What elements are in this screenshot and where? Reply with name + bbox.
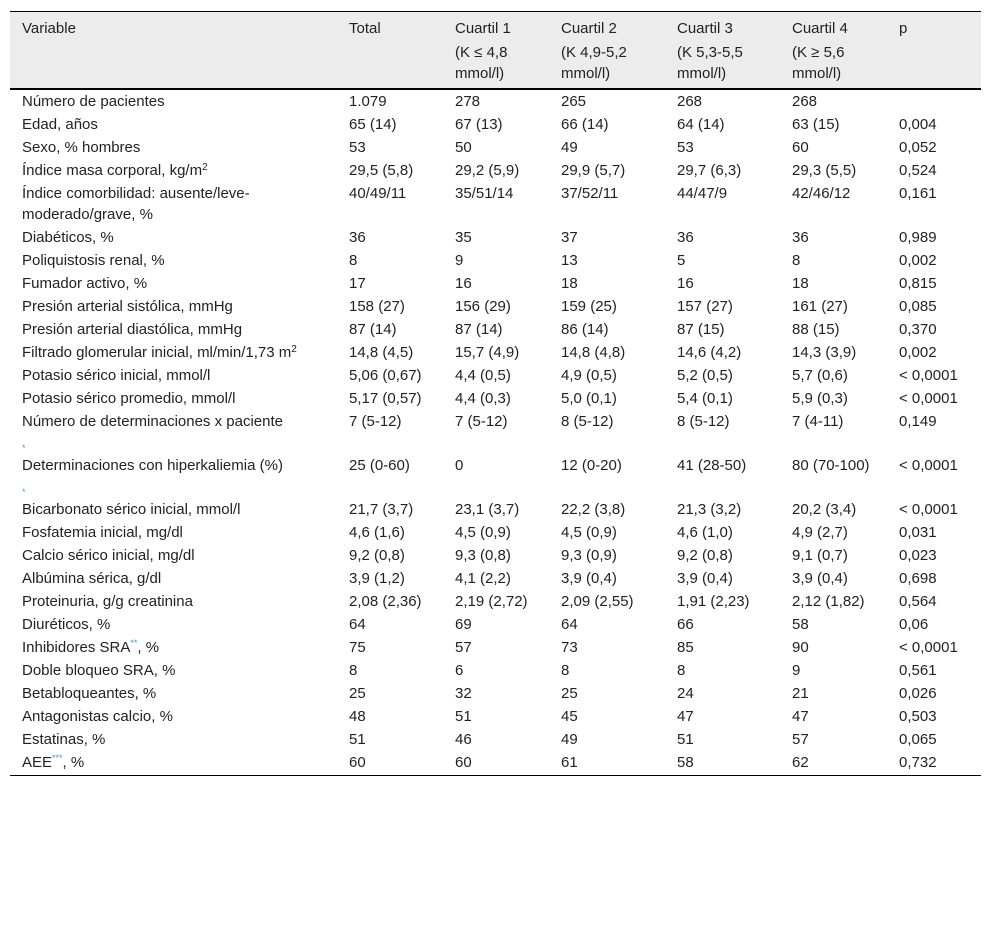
table-row <box>10 729 981 752</box>
cell-q4: 47 <box>792 708 809 725</box>
cell-p-value: 0,564 <box>899 593 937 610</box>
cell-q1: 60 <box>455 754 472 771</box>
cell-q3: 4,6 (1,0) <box>677 524 733 541</box>
cell-q1: 2,19 (2,72) <box>455 593 528 610</box>
cell-q4: 88 (15) <box>792 321 840 338</box>
variable-label: Inhibidores SRA <box>22 639 131 656</box>
cell-q4: 9 <box>792 662 801 679</box>
cell-p-value: 0,026 <box>899 685 937 702</box>
cell-total: 29,5 (5,8) <box>349 162 414 179</box>
cell-q1: 278 <box>455 93 481 110</box>
cell-q2: 37 <box>561 229 578 246</box>
header-cell-total: Total <box>349 20 381 37</box>
cell-p-value: 0,503 <box>899 708 937 725</box>
cell-q1: 67 (13) <box>455 116 503 133</box>
cell-variable <box>10 114 337 137</box>
cell-p-value: 0,524 <box>899 162 937 179</box>
cell-total: 36 <box>349 229 366 246</box>
cell-variable <box>10 522 337 545</box>
cell-p-value <box>887 89 981 114</box>
cell-p-value: < 0,0001 <box>899 367 958 384</box>
cell-variable <box>10 706 337 729</box>
cell-variable <box>10 388 337 411</box>
header-cell-variable: Variable <box>22 20 76 37</box>
cell-total: 17 <box>349 275 366 292</box>
unit-superscript: 2 <box>202 162 208 173</box>
cell-p-value: 0,989 <box>899 229 937 246</box>
cell-q1: 156 (29) <box>455 298 511 315</box>
cell-q2: 45 <box>561 708 578 725</box>
cell-p-value: 0,004 <box>899 116 937 133</box>
table-row <box>10 388 981 411</box>
table-row <box>10 319 981 342</box>
cell-variable <box>10 319 337 342</box>
cell-q1: 51 <box>455 708 472 725</box>
cell-total: 158 (27) <box>349 298 405 315</box>
variable-label: Edad, años <box>22 116 98 133</box>
variable-label: Filtrado glomerular inicial, ml/min/1,73 m <box>22 344 292 361</box>
header-cell-q3: Cuartil 3 <box>677 20 733 37</box>
table-row <box>10 89 981 114</box>
cell-q4: 4,9 (2,7) <box>792 524 848 541</box>
table-row <box>10 637 981 660</box>
cell-variable <box>10 273 337 296</box>
cell-total: 87 (14) <box>349 321 397 338</box>
cell-p-value: 0,149 <box>899 413 937 430</box>
cell-q2: 8 (5-12) <box>561 413 614 430</box>
table-row <box>10 455 981 499</box>
cell-q4: 268 <box>792 93 818 110</box>
cell-total: 25 <box>349 685 366 702</box>
variable-label: Antagonistas calcio, % <box>22 708 173 725</box>
cell-p-value: 0,002 <box>899 252 937 269</box>
cell-q1: 4,1 (2,2) <box>455 570 511 587</box>
variable-label: Potasio sérico promedio, mmol/l <box>22 390 236 407</box>
cell-q1: 29,2 (5,9) <box>455 162 520 179</box>
cell-total: 64 <box>349 616 366 633</box>
cell-q2: 49 <box>561 731 578 748</box>
cell-total: 14,8 (4,5) <box>349 344 414 361</box>
cell-q2: 12 (0-20) <box>561 457 622 474</box>
cell-q2: 86 (14) <box>561 321 609 338</box>
cell-variable <box>10 591 337 614</box>
cell-q4: 57 <box>792 731 809 748</box>
cell-total: 5,06 (0,67) <box>349 367 422 384</box>
cell-variable: Determinaciones con hiperkaliemia (%) * <box>22 457 283 497</box>
cell-variable <box>10 614 337 637</box>
cell-q3: 14,6 (4,2) <box>677 344 742 361</box>
cell-total: 9,2 (0,8) <box>349 547 405 564</box>
cell-total: 60 <box>349 754 366 771</box>
cell-variable <box>10 296 337 319</box>
cell-total: 5,17 (0,57) <box>349 390 422 407</box>
cell-variable <box>10 568 337 591</box>
cell-q4: 18 <box>792 275 809 292</box>
cell-p-value: 0,698 <box>899 570 937 587</box>
cell-q3: 58 <box>677 754 694 771</box>
cell-q2: 66 (14) <box>561 116 609 133</box>
cell-q1: 6 <box>455 662 464 679</box>
cell-q1: 32 <box>455 685 472 702</box>
variable-label: Estatinas, % <box>22 731 106 748</box>
subheader-row <box>10 39 981 89</box>
footnote-reference-link[interactable]: *** <box>52 753 63 763</box>
variable-label: AEE <box>22 754 53 771</box>
cell-variable <box>10 227 337 250</box>
cell-q1: 4,4 (0,3) <box>455 390 511 407</box>
cell-q4: 62 <box>792 754 809 771</box>
cell-p-value: 0,023 <box>899 547 937 564</box>
cell-variable <box>10 160 337 183</box>
cell-q3: 16 <box>677 275 694 292</box>
cell-q4: 20,2 (3,4) <box>792 501 857 518</box>
table-row <box>10 365 981 388</box>
cell-q1: 46 <box>455 731 472 748</box>
variable-label: Sexo, % hombres <box>22 139 141 156</box>
cell-q2: 159 (25) <box>561 298 617 315</box>
variable-label: Potasio sérico inicial, mmol/l <box>22 367 211 384</box>
table-row <box>10 411 981 455</box>
cell-q3: 21,3 (3,2) <box>677 501 742 518</box>
cell-q2: 61 <box>561 754 578 771</box>
cell-q4: 80 (70-100) <box>792 457 870 474</box>
cell-variable <box>10 183 337 227</box>
cell-q3: 41 (28-50) <box>677 457 747 474</box>
cell-q3: 5,4 (0,1) <box>677 390 733 407</box>
subheader-cell-q4-range: (K ≥ 5,6 mmol/l) <box>792 44 845 82</box>
table-row <box>10 499 981 522</box>
cell-q3: 8 <box>677 662 686 679</box>
cell-q1: 7 (5-12) <box>455 413 508 430</box>
table-row <box>10 683 981 706</box>
cell-q3: 64 (14) <box>677 116 725 133</box>
cell-q3: 5,2 (0,5) <box>677 367 733 384</box>
cell-q2: 64 <box>561 616 578 633</box>
cell-total: 8 <box>349 662 358 679</box>
table-row <box>10 522 981 545</box>
cell-total: 21,7 (3,7) <box>349 501 414 518</box>
header-cell-q2: Cuartil 2 <box>561 20 617 37</box>
cell-q4: 7 (4-11) <box>792 413 844 430</box>
cell-q4: 21 <box>792 685 809 702</box>
cell-q1: 4,4 (0,5) <box>455 367 511 384</box>
variable-label: Diabéticos, % <box>22 229 114 246</box>
subheader-cell-q3-range: (K 5,3-5,5 mmol/l) <box>677 44 743 82</box>
cell-q2: 29,9 (5,7) <box>561 162 626 179</box>
cell-q1: 35/51/14 <box>455 185 514 202</box>
cell-q2: 4,5 (0,9) <box>561 524 617 541</box>
cell-q1: 9,3 (0,8) <box>455 547 511 564</box>
cell-q3: 87 (15) <box>677 321 725 338</box>
cell-q3: 268 <box>677 93 703 110</box>
cell-variable <box>10 729 337 752</box>
table-row <box>10 342 981 365</box>
table-row <box>10 545 981 568</box>
cell-p-value: 0,732 <box>899 754 937 771</box>
cell-q3: 8 (5-12) <box>677 413 730 430</box>
variable-label: Fosfatemia inicial, mg/dl <box>22 524 183 541</box>
subheader-cell-q2-range: (K 4,9-5,2 mmol/l) <box>561 44 627 82</box>
variable-label-suffix: , % <box>137 639 160 656</box>
cell-q2: 4,9 (0,5) <box>561 367 617 384</box>
table-row <box>10 706 981 729</box>
cell-q2: 73 <box>561 639 578 656</box>
cell-q2: 22,2 (3,8) <box>561 501 626 518</box>
subheader-cell <box>337 39 443 89</box>
cell-q4: 9,1 (0,7) <box>792 547 848 564</box>
cell-total: 75 <box>349 639 366 656</box>
cell-variable <box>10 752 337 776</box>
table-header <box>10 12 981 90</box>
cell-q4: 42/46/12 <box>792 185 851 202</box>
cell-q3: 44/47/9 <box>677 185 728 202</box>
header-row <box>10 12 981 40</box>
cell-q2: 13 <box>561 252 578 269</box>
cell-q4: 161 (27) <box>792 298 848 315</box>
variable-label: Proteinuria, g/g creatinina <box>22 593 193 610</box>
patient-characteristics-table <box>10 11 981 776</box>
variable-label: Número de pacientes <box>22 93 165 110</box>
cell-q4: 63 (15) <box>792 116 840 133</box>
cell-q1: 50 <box>455 139 472 156</box>
cell-p-value: 0,085 <box>899 298 937 315</box>
cell-p-value: 0,161 <box>899 185 937 202</box>
table-row <box>10 752 981 776</box>
cell-variable <box>10 683 337 706</box>
cell-total: 40/49/11 <box>349 185 407 202</box>
cell-p-value: 0,561 <box>899 662 937 679</box>
header-cell-q4: Cuartil 4 <box>792 20 848 37</box>
variable-label: Índice masa corporal, kg/m <box>22 162 203 179</box>
cell-q2: 2,09 (2,55) <box>561 593 634 610</box>
cell-variable <box>10 499 337 522</box>
table-row <box>10 160 981 183</box>
cell-total: 48 <box>349 708 366 725</box>
subheader-cell <box>10 39 337 89</box>
variable-label: Presión arterial sistólica, mmHg <box>22 298 233 315</box>
variable-label: Betabloqueantes, % <box>22 685 157 702</box>
cell-q3: 3,9 (0,4) <box>677 570 733 587</box>
cell-total: 2,08 (2,36) <box>349 593 422 610</box>
cell-p-value: < 0,0001 <box>899 390 958 407</box>
table-body <box>10 89 981 776</box>
variable-label: Albúmina sérica, g/dl <box>22 570 162 587</box>
cell-q2: 9,3 (0,9) <box>561 547 617 564</box>
cell-q3: 29,7 (6,3) <box>677 162 742 179</box>
table-row <box>10 614 981 637</box>
cell-total: 53 <box>349 139 366 156</box>
cell-p-value: 0,002 <box>899 344 937 361</box>
cell-q4: 29,3 (5,5) <box>792 162 857 179</box>
cell-p-value: < 0,0001 <box>899 457 958 474</box>
cell-q4: 5,7 (0,6) <box>792 367 848 384</box>
cell-q4: 58 <box>792 616 809 633</box>
cell-q2: 37/52/11 <box>561 185 619 202</box>
cell-q1: 69 <box>455 616 472 633</box>
table-row <box>10 137 981 160</box>
variable-label: Fumador activo, % <box>22 275 148 292</box>
cell-p-value: 0,06 <box>899 616 929 633</box>
table-row <box>10 568 981 591</box>
table-row <box>10 227 981 250</box>
cell-q2: 18 <box>561 275 578 292</box>
cell-q3: 9,2 (0,8) <box>677 547 733 564</box>
variable-label: Índice comorbilidad: ausente/leve-moderado/grave, % <box>22 185 250 223</box>
cell-p-value: 0,031 <box>899 524 937 541</box>
cell-q2: 3,9 (0,4) <box>561 570 617 587</box>
cell-q2: 49 <box>561 139 578 156</box>
cell-q3: 47 <box>677 708 694 725</box>
variable-label: Doble bloqueo SRA, % <box>22 662 176 679</box>
cell-q3: 51 <box>677 731 694 748</box>
cell-q1: 15,7 (4,9) <box>455 344 520 361</box>
cell-q1: 57 <box>455 639 472 656</box>
cell-q4: 8 <box>792 252 801 269</box>
cell-q1: 0 <box>455 457 464 474</box>
cell-variable <box>10 342 337 365</box>
cell-p-value: < 0,0001 <box>899 501 958 518</box>
cell-total: 8 <box>349 252 358 269</box>
header-cell-p: p <box>899 20 908 37</box>
cell-total: 51 <box>349 731 366 748</box>
table-row <box>10 591 981 614</box>
cell-variable <box>10 365 337 388</box>
cell-p-value: 0,370 <box>899 321 937 338</box>
cell-q2: 5,0 (0,1) <box>561 390 617 407</box>
variable-label-suffix: , % <box>62 754 85 771</box>
cell-total: 1.079 <box>349 93 387 110</box>
table-row <box>10 660 981 683</box>
cell-q3: 36 <box>677 229 694 246</box>
variable-label: Número de determinaciones x paciente <box>22 413 283 430</box>
cell-q2: 265 <box>561 93 587 110</box>
cell-q1: 16 <box>455 275 472 292</box>
variable-label: Diuréticos, % <box>22 616 111 633</box>
cell-q3: 24 <box>677 685 694 702</box>
subheader-cell <box>887 39 981 89</box>
cell-variable <box>10 137 337 160</box>
cell-q3: 1,91 (2,23) <box>677 593 750 610</box>
cell-q1: 23,1 (3,7) <box>455 501 520 518</box>
subheader-cell-q1-range: (K ≤ 4,8 mmol/l) <box>455 44 508 82</box>
variable-label: Poliquistosis renal, % <box>22 252 165 269</box>
cell-total: 65 (14) <box>349 116 397 133</box>
data-table-container <box>10 11 981 776</box>
unit-superscript: 2 <box>291 344 297 355</box>
cell-total: 25 (0-60) <box>349 457 410 474</box>
variable-label: Bicarbonato sérico inicial, mmol/l <box>22 501 241 518</box>
cell-q4: 60 <box>792 139 809 156</box>
table-row <box>10 296 981 319</box>
cell-q1: 4,5 (0,9) <box>455 524 511 541</box>
header-cell-q1: Cuartil 1 <box>455 20 511 37</box>
cell-q3: 53 <box>677 139 694 156</box>
cell-q1: 87 (14) <box>455 321 503 338</box>
footnote-reference-link[interactable]: ** <box>130 638 138 648</box>
cell-q3: 66 <box>677 616 694 633</box>
variable-label: Determinaciones con hiperkaliemia (%) <box>22 457 283 474</box>
cell-q4: 90 <box>792 639 809 656</box>
table-row <box>10 114 981 137</box>
cell-q1: 35 <box>455 229 472 246</box>
cell-variable <box>10 545 337 568</box>
variable-label: Calcio sérico inicial, mg/dl <box>22 547 195 564</box>
cell-q4: 36 <box>792 229 809 246</box>
cell-p-value: 0,815 <box>899 275 937 292</box>
table-row <box>10 273 981 296</box>
cell-q1: 9 <box>455 252 464 269</box>
cell-q2: 14,8 (4,8) <box>561 344 626 361</box>
cell-p-value: 0,065 <box>899 731 937 748</box>
cell-total: 4,6 (1,6) <box>349 524 405 541</box>
cell-variable <box>10 660 337 683</box>
cell-q3: 5 <box>677 252 686 269</box>
cell-q2: 8 <box>561 662 570 679</box>
table-row <box>10 250 981 273</box>
cell-p-value: < 0,0001 <box>899 639 958 656</box>
cell-q2: 25 <box>561 685 578 702</box>
cell-q4: 3,9 (0,4) <box>792 570 848 587</box>
cell-q4: 2,12 (1,82) <box>792 593 865 610</box>
variable-label: Presión arterial diastólica, mmHg <box>22 321 243 338</box>
cell-variable <box>10 250 337 273</box>
cell-q4: 14,3 (3,9) <box>792 344 857 361</box>
cell-variable <box>10 637 337 660</box>
cell-variable: Número de determinaciones x paciente * <box>22 413 283 453</box>
cell-p-value: 0,052 <box>899 139 937 156</box>
cell-q3: 85 <box>677 639 694 656</box>
cell-q4: 5,9 (0,3) <box>792 390 848 407</box>
cell-q3: 157 (27) <box>677 298 733 315</box>
cell-total: 7 (5-12) <box>349 413 402 430</box>
cell-total: 3,9 (1,2) <box>349 570 405 587</box>
cell-variable <box>10 89 337 114</box>
table-row <box>10 183 981 227</box>
